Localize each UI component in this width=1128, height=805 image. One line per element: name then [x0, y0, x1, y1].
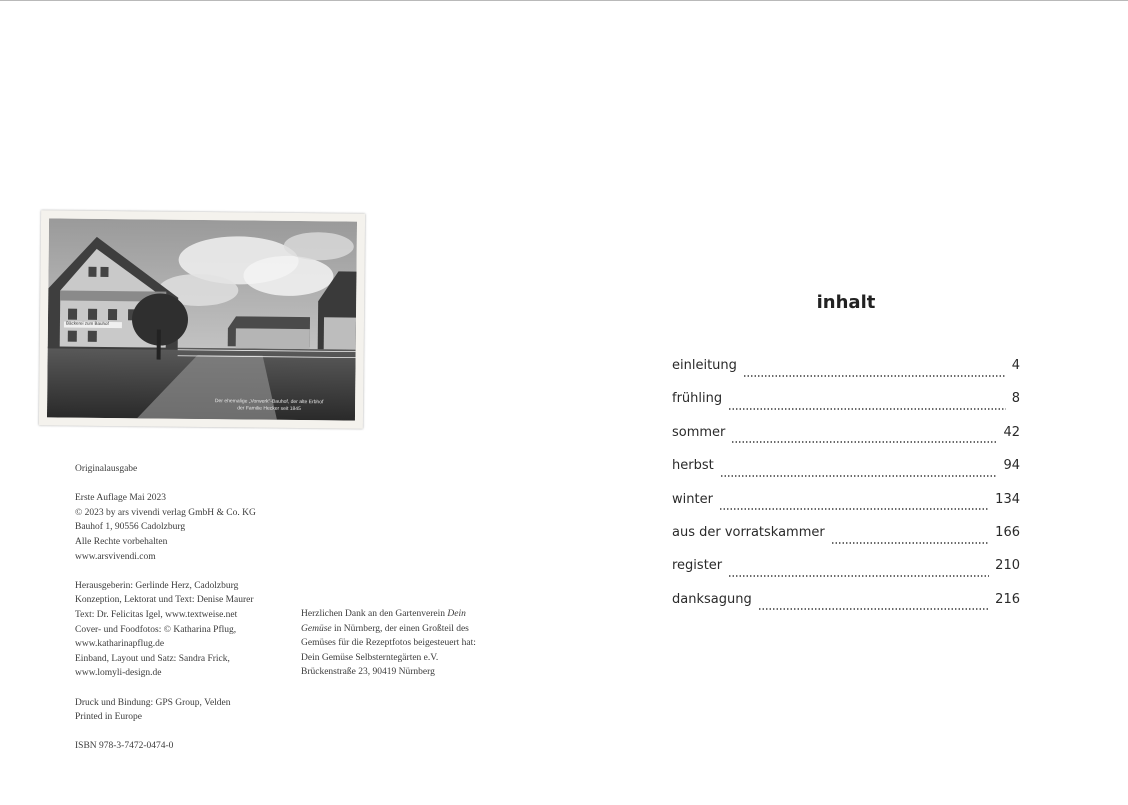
- top-rule: [0, 0, 1128, 1]
- toc-entry[interactable]: [672, 391, 1020, 424]
- imprint-line: Text: Dr. Felicitas Igel, www.textweise.net: [75, 609, 238, 620]
- thanks-line1-text: Herzlichen Dank an den Gartenverein: [301, 609, 448, 619]
- toc-entry[interactable]: [672, 358, 1020, 391]
- toc-entry-label: frühling: [672, 391, 723, 407]
- imprint-line: www.lomyli-design.de: [75, 668, 162, 679]
- toc-entry-page: 210: [995, 558, 1020, 574]
- toc-dot-leader: [743, 375, 1006, 377]
- toc-entry[interactable]: [672, 492, 1020, 525]
- toc-entry-label: winter: [672, 491, 713, 507]
- toc-entry-label: aus der vorratskammer: [672, 524, 825, 540]
- imprint-line: Alle Rechte vorbehalten: [75, 536, 168, 547]
- imprint-spacer: [75, 477, 256, 492]
- thanks-block: [301, 607, 476, 680]
- imprint-line: www.arsvivendi.com: [75, 551, 156, 562]
- thanks-line3: Gemüses für die Rezeptfotos beigesteuert hat:: [301, 638, 476, 649]
- thanks-line5: Brückenstraße 23, 90419 Nürnberg: [301, 667, 435, 678]
- toc-entry-page: 4: [1011, 358, 1020, 373]
- toc-entry-label: danksagung: [672, 591, 752, 607]
- toc-entry-label: einleitung: [672, 358, 737, 373]
- imprint-line: © 2023 by ars vivendi verlag GmbH & Co. KG: [75, 507, 256, 518]
- toc-entry-label: herbst: [672, 458, 714, 474]
- toc-entry-label: sommer: [672, 424, 726, 440]
- toc-entry-page: 216: [995, 591, 1020, 607]
- photo-caption-line1: Der ehemalige „Vorwerk"-Bauhof, der alte Erbhof: [214, 398, 324, 406]
- toc-dot-leader: [758, 608, 989, 610]
- thanks-line1-italic: Dein: [447, 609, 466, 619]
- thanks-line1: [301, 607, 476, 622]
- photo-caption-line2: der Familie Hecker seit 1845: [237, 405, 301, 413]
- imprint-line: Cover- und Foodfotos: © Katharina Pflug,: [75, 624, 237, 635]
- toc-dot-leader: [731, 441, 997, 443]
- toc-entry[interactable]: [672, 525, 1020, 558]
- toc-title: inhalt: [816, 292, 876, 313]
- imprint-line: Druck und Bindung: GPS Group, Velden: [75, 697, 231, 708]
- toc-entry-page: 8: [1011, 391, 1020, 407]
- imprint-spacer: [75, 681, 256, 696]
- toc-dot-leader: [720, 475, 998, 477]
- toc-dot-leader: [728, 408, 1006, 410]
- toc-entry[interactable]: [672, 592, 1020, 625]
- imprint-line: Bauhof 1, 90556 Cadolzburg: [75, 522, 186, 533]
- imprint-line: Printed in Europe: [75, 712, 143, 723]
- thanks-line4: Dein Gemüse Selbsterntegärten e.V.: [301, 652, 439, 663]
- imprint-block: [75, 462, 256, 754]
- table-of-contents: [672, 358, 1020, 625]
- toc-entry[interactable]: [672, 458, 1020, 491]
- imprint-spacer: [75, 564, 256, 579]
- photo-caption: [189, 398, 349, 414]
- thanks-line2-text: in Nürnberg, der einen Großteil des: [331, 623, 469, 634]
- thanks-line2-italic: Gemüse: [301, 623, 332, 634]
- farmhouse-photo-image: [47, 218, 357, 420]
- historic-photo: [39, 210, 365, 428]
- imprint-line: ISBN 978-3-7472-0474-0: [75, 741, 174, 752]
- imprint-line: www.katharinapflug.de: [75, 639, 165, 650]
- toc-dot-leader: [719, 508, 989, 510]
- toc-dot-leader: [728, 575, 989, 577]
- thanks-line2: [301, 622, 476, 637]
- toc-entry[interactable]: [672, 558, 1020, 591]
- imprint-line: Einband, Layout und Satz: Sandra Frick,: [75, 653, 230, 664]
- imprint-line: Herausgeberin: Gerlinde Herz, Cadolzburg: [75, 580, 239, 591]
- toc-entry[interactable]: [672, 425, 1020, 458]
- imprint-line: Originalausgabe: [75, 464, 138, 474]
- imprint-line: Erste Auflage Mai 2023: [75, 493, 167, 504]
- toc-entry-page: 42: [1003, 424, 1020, 440]
- photo-sign-text: Bäckerei zum Bauhof: [65, 320, 109, 327]
- imprint-line: Konzeption, Lektorat und Text: Denise Maurer: [75, 595, 254, 606]
- imprint-spacer: [75, 725, 256, 740]
- toc-dot-leader: [831, 542, 989, 544]
- toc-entry-page: 94: [1003, 458, 1020, 474]
- toc-entry-page: 166: [995, 524, 1020, 540]
- toc-entry-page: 134: [995, 491, 1020, 507]
- toc-entry-label: register: [672, 558, 723, 574]
